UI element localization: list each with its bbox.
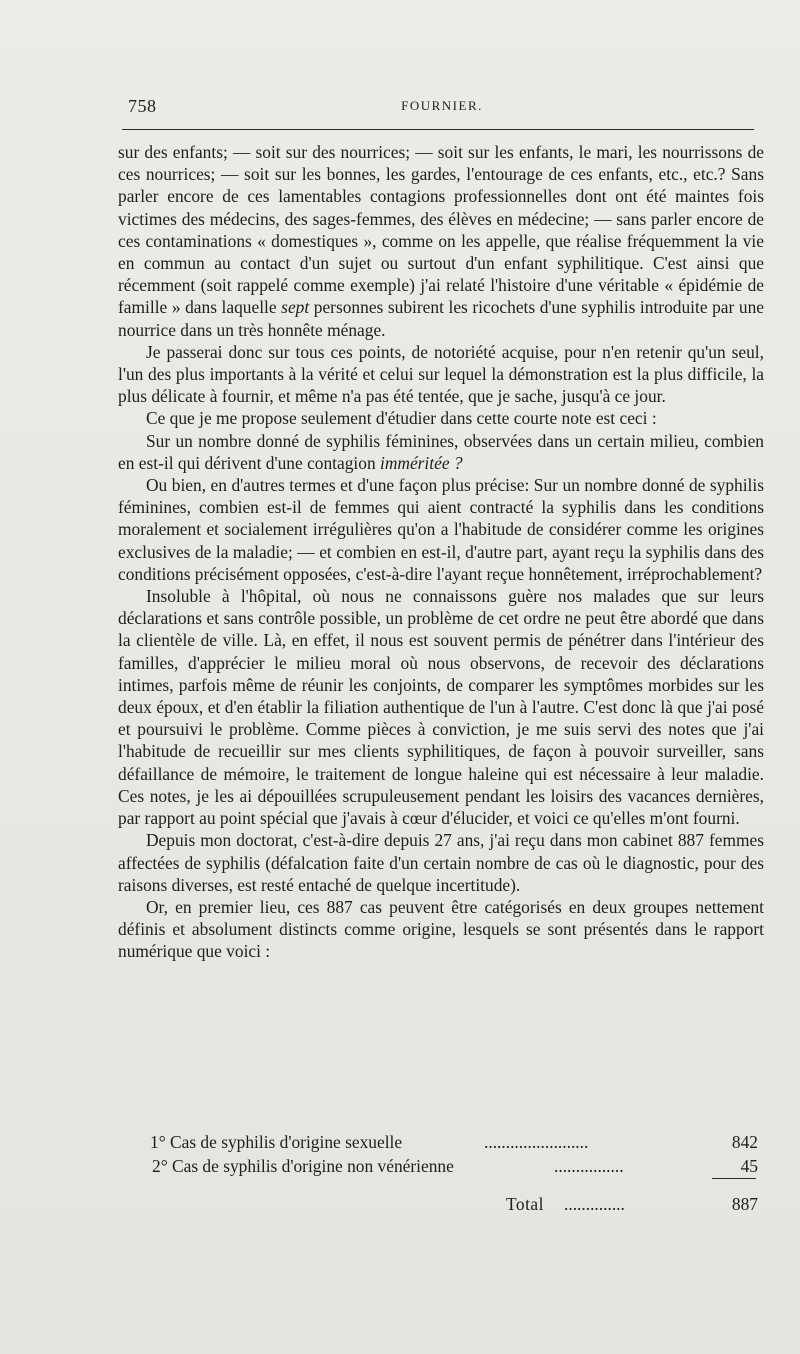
row-leader: ................ [554,1156,624,1176]
page-number: 758 [128,96,157,116]
header-rule [122,129,754,130]
row-value: 45 [740,1156,758,1176]
paragraph: sur des enfants; — soit sur des nourrices; — soit sur les enfants, le mari, les nourrissons de ces nourrices; — soit sur les bonnes, les gardes, l'entourage de ces enfants, etc., etc.? Sans parler encore de ces lamentables contagions professionnelles dont ont été maintes fois victimes des médecins, des sages-femmes, des élèves en médecine; — sans parler encore de ces contaminations « domestiques », comme on les appelle, que réalise fréquemment la vie en commun au contact d'un sujet ou surtout d'un enfant syphilitique. C'est ainsi que récemment (soit rappelé comme exemple) j'ai relaté l'histoire d'une véritable « épidémie de famille » dans laquelle sept personnes subirent les ricochets d'une syphilis introduite par une nourrice dans un très honnête ménage. [118,142,764,340]
paragraph: Ce que je me propose seulement d'étudier dans cette courte note est ceci : [146,408,657,429]
summary-row-sexual [150,1132,758,1154]
total-label: Total [506,1194,544,1214]
total-rule [712,1178,756,1179]
row-value: 842 [731,1132,758,1152]
running-head: FOURNIER. [401,98,483,113]
row-label: 2° Cas de syphilis d'origine non vénérienne [152,1156,454,1176]
paragraph: Ou bien, en d'autres termes et d'une façon plus précise: Sur un nombre donné de syphilis féminines, combien est-il de femmes qui aient contracté la syphilis dans les conditions moralement et socialement irrégulières qu'on a l'habitude de considérer comme les origines exclusives de la maladie; — et combien en est-il, d'autre part, ayant reçu la syphilis dans des conditions précisément opposées, c'est-à-dire l'ayant reçue honnêtement, irréprochablement? [118,475,764,584]
summary-row-non-venereal [150,1156,758,1178]
summary-row-total [150,1194,758,1216]
paragraph: Or, en premier lieu, ces 887 cas peuvent être catégorisés en deux groupes nettement définis et absolument distincts comme origine, lesquels se sont présentés dans le rapport numérique que voici : [118,896,764,962]
total-value: 887 [731,1194,758,1214]
row-leader: ........................ [484,1132,589,1152]
paragraph: Sur un nombre donné de syphilis féminines, observées dans un certain milieu, combien en est-il qui dérivent d'une contagion imméritée ? [118,430,764,473]
body-text [118,141,764,963]
paragraph: Insoluble à l'hôpital, où nous ne connaissons guère nos malades que sur leurs déclarations et sans contrôle possible, un problème de cet ordre ne peut être abordé que dans la clientèle de ville. Là, en effet, il nous est souvent permis de pénétrer dans l'intérieur des familles, d'apprécier le milieu moral où nous observons, de recevoir des déclarations intimes, parfois même de réunir les conjoints, de comparer les symptômes morbides sur les deux époux, et d'en établir la filiation authentique de l'un à l'autre. C'est donc là que j'ai posé et poursuivi le problème. Comme pièces à conviction, je me suis servi des notes que j'ai l'habitude de recueillir sur mes clients syphilitiques, de façon à pouvoir surveiller, sans défaillance de mémoire, le traitement de longue haleine qui est nécessaire à leur maladie. Ces notes, je les ai dépouillées scrupuleusement pendant les loisirs des vacances dernières, par rapport au point spécial que j'avais à cœur d'élucider, et voici ce qu'elles m'ont fourni. [118,586,764,829]
paragraph: Je passerai donc sur tous ces points, de notoriété acquise, pour n'en retenir qu'un seul, l'un des plus importants à la vérité et celui sur lequel la démonstration est la plus difficile, la plus délicate à fournir, et même n'a pas été tentée, que je sache, jusqu'à ce jour. [118,341,764,407]
paragraph: Depuis mon doctorat, c'est-à-dire depuis 27 ans, j'ai reçu dans mon cabinet 887 femmes affectées de syphilis (défalcation faite d'un certain nombre de cas où le diagnostic, pour des raisons diverses, est resté entaché de quelque incertitude). [118,830,764,895]
row-leader: .............. [564,1194,625,1214]
page-header [128,96,756,120]
row-label: 1° Cas de syphilis d'origine sexuelle [150,1132,403,1152]
